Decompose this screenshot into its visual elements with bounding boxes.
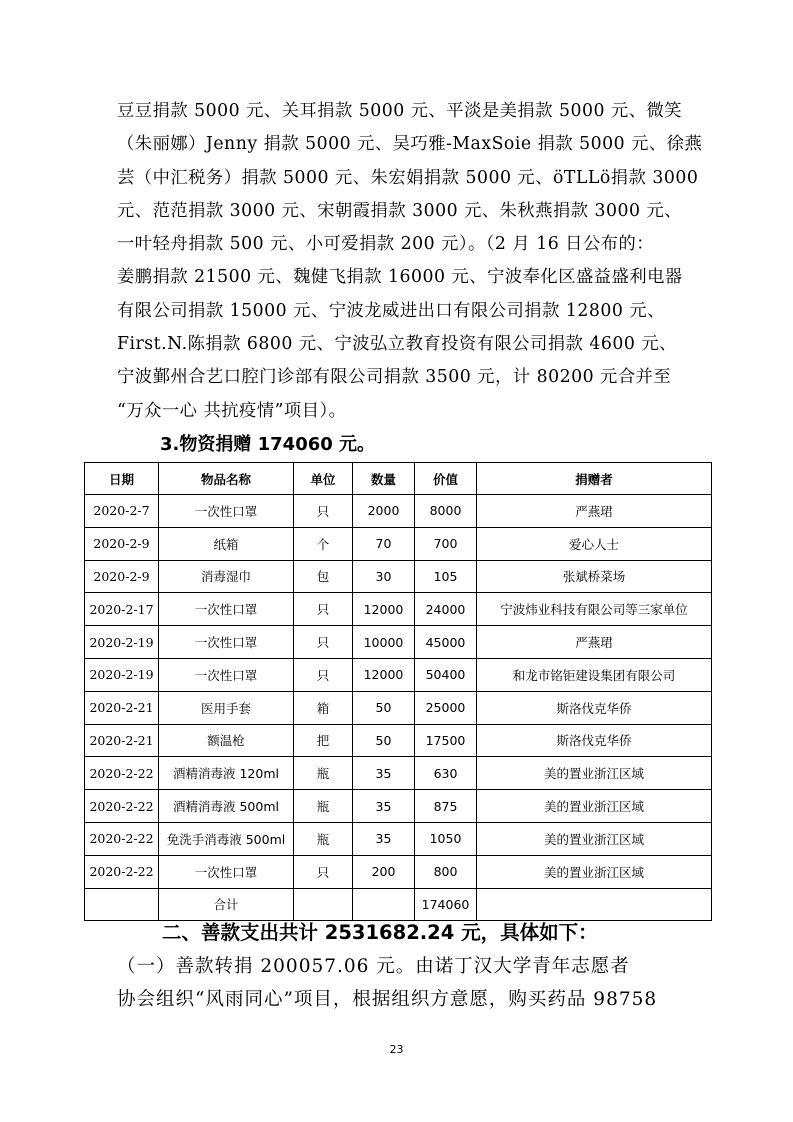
date-cell: 2020-2-21 <box>85 691 159 724</box>
unit-cell: 只 <box>294 495 353 528</box>
item-cell: 一次性口罩 <box>159 495 294 528</box>
table-header-row <box>85 463 712 495</box>
value-cell: 800 <box>415 855 477 888</box>
quantity-cell: 10000 <box>353 626 415 659</box>
date-cell: 2020-2-7 <box>85 495 159 528</box>
quantity-cell: 35 <box>353 757 415 790</box>
donor-cell: 美的置业浙江区域 <box>477 757 712 790</box>
column-header-unit: 单位 <box>294 463 353 495</box>
donation-paragraph <box>117 95 703 428</box>
unit-cell: 瓶 <box>294 790 353 823</box>
paragraph-line: （一）善款转捐 200057.06 元。由诺丁汉大学青年志愿者 <box>117 956 630 977</box>
value-cell: 700 <box>415 527 477 560</box>
column-header-item: 物品名称 <box>159 463 294 495</box>
item-cell: 纸箱 <box>159 527 294 560</box>
quantity-cell: 200 <box>353 855 415 888</box>
unit-cell: 包 <box>294 560 353 593</box>
paragraph-line: First.N.陈捐款 6800 元、宁波弘立教育投资有限公司捐款 4600 元、 <box>117 334 677 355</box>
item-cell: 一次性口罩 <box>159 626 294 659</box>
paragraph-line: （朱丽娜）Jenny 捐款 5000 元、吴巧雅-MaxSoie 捐款 5000 元、徐燕 <box>117 134 703 155</box>
item-cell: 免洗手消毒液 500ml <box>159 822 294 855</box>
quantity-cell: 2000 <box>353 495 415 528</box>
value-cell: 875 <box>415 790 477 823</box>
table-row <box>85 790 712 823</box>
donor-cell: 美的置业浙江区域 <box>477 822 712 855</box>
table-row <box>85 527 712 560</box>
table-row <box>85 855 712 888</box>
donor-cell: 斯洛伐克华侨 <box>477 724 712 757</box>
material-donation-table <box>84 462 712 921</box>
column-header-date: 日期 <box>85 463 159 495</box>
expenditure-paragraph <box>117 950 687 1016</box>
table-row <box>85 560 712 593</box>
unit-cell: 只 <box>294 658 353 691</box>
item-cell: 一次性口罩 <box>159 658 294 691</box>
paragraph-line: 姜鹏捐款 21500 元、魏健飞捐款 16000 元、宁波奉化区盛益盛利电器 <box>117 267 683 288</box>
empty-cell <box>85 888 159 921</box>
empty-cell <box>294 888 353 921</box>
table-row <box>85 822 712 855</box>
table-row <box>85 757 712 790</box>
unit-cell: 瓶 <box>294 822 353 855</box>
date-cell: 2020-2-17 <box>85 593 159 626</box>
item-cell: 消毒湿巾 <box>159 560 294 593</box>
section-heading-material-donations: 3.物资捐赠 174060 元。 <box>160 434 376 455</box>
quantity-cell: 50 <box>353 724 415 757</box>
column-header-donor: 捐赠者 <box>477 463 712 495</box>
table-row <box>85 691 712 724</box>
donor-cell: 严燕珺 <box>477 626 712 659</box>
item-cell: 医用手套 <box>159 691 294 724</box>
unit-cell: 瓶 <box>294 757 353 790</box>
paragraph-line: 宁波鄞州合艺口腔门诊部有限公司捐款 3500 元，计 80200 元合并至 <box>117 367 672 388</box>
date-cell: 2020-2-19 <box>85 658 159 691</box>
unit-cell: 把 <box>294 724 353 757</box>
date-cell: 2020-2-19 <box>85 626 159 659</box>
value-cell: 105 <box>415 560 477 593</box>
paragraph-line: 豆豆捐款 5000 元、关耳捐款 5000 元、平淡是美捐款 5000 元、微笑 <box>117 101 683 121</box>
donor-cell: 斯洛伐克华侨 <box>477 691 712 724</box>
date-cell: 2020-2-22 <box>85 822 159 855</box>
value-cell: 24000 <box>415 593 477 626</box>
item-cell: 额温枪 <box>159 724 294 757</box>
donor-cell: 美的置业浙江区域 <box>477 790 712 823</box>
value-cell: 45000 <box>415 626 477 659</box>
unit-cell: 只 <box>294 593 353 626</box>
date-cell: 2020-2-9 <box>85 560 159 593</box>
donor-cell: 严燕珺 <box>477 495 712 528</box>
paragraph-line: “万众一心 共抗疫情”项目）。 <box>117 400 347 421</box>
date-cell: 2020-2-22 <box>85 757 159 790</box>
unit-cell: 只 <box>294 855 353 888</box>
value-cell: 17500 <box>415 724 477 757</box>
column-header-quantity: 数量 <box>353 463 415 495</box>
item-cell: 一次性口罩 <box>159 855 294 888</box>
donor-cell: 张斌桥菜场 <box>477 560 712 593</box>
value-cell: 8000 <box>415 495 477 528</box>
table-row <box>85 626 712 659</box>
donor-cell: 宁波炜业科技有限公司等三家单位 <box>477 593 712 626</box>
empty-cell <box>353 888 415 921</box>
unit-cell: 只 <box>294 626 353 659</box>
value-cell: 25000 <box>415 691 477 724</box>
empty-cell <box>477 888 712 921</box>
value-cell: 50400 <box>415 658 477 691</box>
item-cell: 酒精消毒液 500ml <box>159 790 294 823</box>
paragraph-line: 协会组织“风雨同心”项目，根据组织方意愿，购买药品 98758 <box>117 989 658 1010</box>
table-row <box>85 495 712 528</box>
table-row <box>85 658 712 691</box>
paragraph-line: 元、范范捐款 3000 元、宋朝霞捐款 3000 元、朱秋燕捐款 3000 元、 <box>117 200 683 221</box>
paragraph-line: 一叶轻舟捐款 500 元、小可爱捐款 200 元）。（2 月 16 日公布的： <box>117 234 655 255</box>
donor-cell: 美的置业浙江区域 <box>477 855 712 888</box>
column-header-value: 价值 <box>415 463 477 495</box>
date-cell: 2020-2-22 <box>85 855 159 888</box>
total-label: 合计 <box>159 888 294 921</box>
quantity-cell: 35 <box>353 822 415 855</box>
date-cell: 2020-2-21 <box>85 724 159 757</box>
quantity-cell: 12000 <box>353 593 415 626</box>
quantity-cell: 70 <box>353 527 415 560</box>
item-cell: 一次性口罩 <box>159 593 294 626</box>
unit-cell: 箱 <box>294 691 353 724</box>
paragraph-line: 有限公司捐款 15000 元、宁波龙威进出口有限公司捐款 12800 元、 <box>117 300 665 321</box>
quantity-cell: 12000 <box>353 658 415 691</box>
total-value: 174060 <box>415 888 477 921</box>
quantity-cell: 30 <box>353 560 415 593</box>
quantity-cell: 50 <box>353 691 415 724</box>
section-heading-expenditure: 二、善款支出共计 2531682.24 元，具体如下： <box>162 921 598 944</box>
date-cell: 2020-2-9 <box>85 527 159 560</box>
table-total-row <box>85 888 712 921</box>
paragraph-line: 芸（中汇税务）捐款 5000 元、朱宏娟捐款 5000 元、öTLLö捐款 3000 <box>117 167 699 188</box>
donor-cell: 和龙市铭钜建设集团有限公司 <box>477 658 712 691</box>
table-row <box>85 593 712 626</box>
item-cell: 酒精消毒液 120ml <box>159 757 294 790</box>
value-cell: 630 <box>415 757 477 790</box>
date-cell: 2020-2-22 <box>85 790 159 823</box>
table-row <box>85 724 712 757</box>
quantity-cell: 35 <box>353 790 415 823</box>
value-cell: 1050 <box>415 822 477 855</box>
page-number: 23 <box>389 1043 404 1056</box>
unit-cell: 个 <box>294 527 353 560</box>
donor-cell: 爱心人士 <box>477 527 712 560</box>
